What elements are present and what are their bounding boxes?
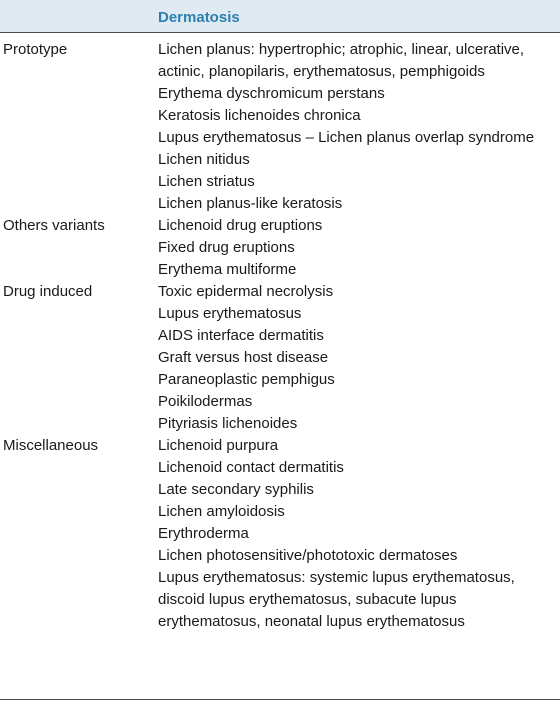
table-entry: AIDS interface dermatitis xyxy=(158,327,324,344)
table-entry: Lichen planus: hypertrophic; atrophic, linear, ulcerative, actinic, planopilaris, erythematosus, pemphigoids xyxy=(158,41,525,80)
bottom-divider xyxy=(0,699,560,700)
table-entry: Toxic epidermal necrolysis xyxy=(158,283,334,300)
category-others-variants: Others variants xyxy=(3,217,105,234)
table-entry: Erythroderma xyxy=(158,525,249,542)
table-entry: Lichen striatus xyxy=(158,173,255,190)
table-entry: Pityriasis lichenoides xyxy=(158,415,298,432)
table-entry: Lupus erythematosus – Lichen planus overlap syndrome xyxy=(158,129,535,146)
table-entry: Erythema dyschromicum perstans xyxy=(158,85,385,102)
column-header-dermatosis: Dermatosis xyxy=(158,9,240,26)
table-entry: Erythema multiforme xyxy=(158,261,297,278)
table-header-row xyxy=(0,0,560,32)
table-entry: Lupus erythematosus: systemic lupus erythematosus, discoid lupus erythematosus, subacute lupus erythematosus, neonatal lupus erythematosus xyxy=(158,569,515,630)
table-entry: Graft versus host disease xyxy=(158,349,329,366)
table-entry: Lichen nitidus xyxy=(158,151,250,168)
category-prototype: Prototype xyxy=(3,41,68,58)
header-divider xyxy=(0,32,560,33)
table-entry: Paraneoplastic pemphigus xyxy=(158,371,335,388)
table-entry: Lichenoid drug eruptions xyxy=(158,217,323,234)
table-entry: Lichen photosensitive/phototoxic dermatoses xyxy=(158,547,458,564)
table-entry: Fixed drug eruptions xyxy=(158,239,295,256)
table-entry: Lupus erythematosus xyxy=(158,305,302,322)
entries-column xyxy=(158,39,554,633)
table-entry: Lichen planus-like keratosis xyxy=(158,195,343,212)
table-entry: Lichen amyloidosis xyxy=(158,503,285,520)
table-entry: Lichenoid contact dermatitis xyxy=(158,459,344,476)
table-entry: Poikilodermas xyxy=(158,393,253,410)
category-drug-induced: Drug induced xyxy=(3,283,93,300)
table-entry: Late secondary syphilis xyxy=(158,481,314,498)
table-entry: Lichenoid purpura xyxy=(158,437,279,454)
category-miscellaneous: Miscellaneous xyxy=(3,437,99,454)
table-entry: Keratosis lichenoides chronica xyxy=(158,107,361,124)
